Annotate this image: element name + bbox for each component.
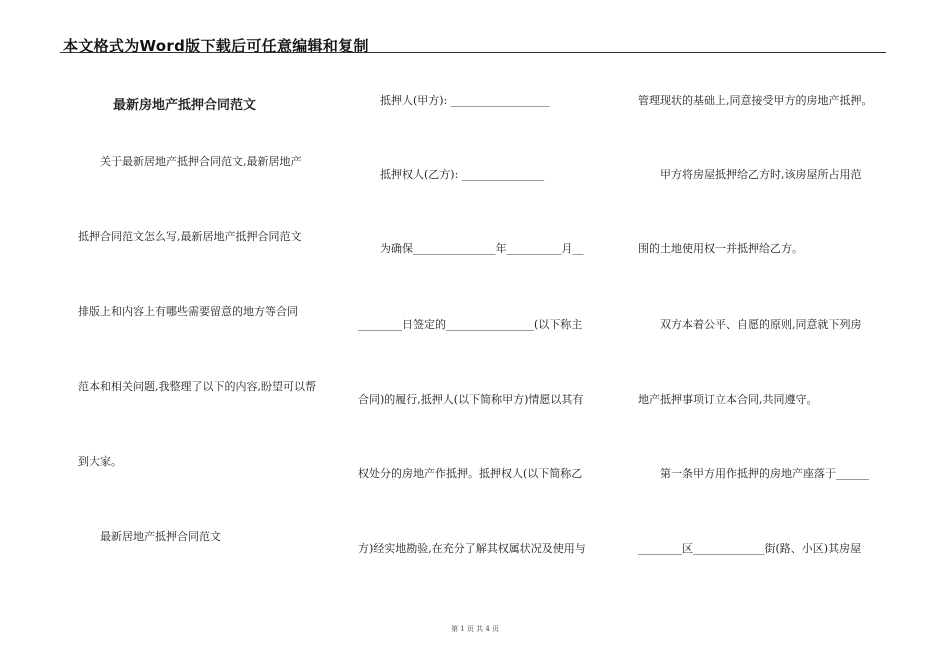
col2-line-4: ________日签定的________________(以下称主 — [358, 318, 583, 331]
col1-line-2: 抵押合同范文怎么写,最新居地产抵押合同范文 — [78, 230, 302, 243]
col2-line-6: 权处分的房地产作抵押。抵押权人(以下简称乙 — [358, 467, 583, 480]
col2-line-1: 抵押人(甲方): __________________ — [358, 94, 550, 107]
col1-line-1: 关于最新居地产抵押合同范文,最新居地产 — [78, 155, 302, 168]
col3-line-2: 甲方将房屋抵押给乙方时,该房屋所占用范 — [638, 168, 862, 181]
col2-line-2: 抵押权人(乙方): _______________ — [358, 168, 545, 181]
col3-line-6: 第一条甲方用作抵押的房地产座落于______ — [638, 467, 869, 480]
col1-line-3: 排版上和内容上有哪些需要留意的地方等合同 — [78, 305, 298, 318]
article-title: 最新房地产抵押合同范文 — [113, 98, 257, 113]
col2-line-3: 为确保_______________年__________月__ — [358, 242, 584, 255]
col1-line-6: 最新居地产抵押合同范文 — [78, 530, 221, 543]
col3-line-1: 管理现状的基础上,同意接受甲方的房地产抵押。 — [638, 94, 873, 107]
col3-line-7: ________区_____________街(路、小区)其房屋 — [638, 542, 862, 555]
document-header: 本文格式为Word版下载后可任意编辑和复制 — [63, 37, 369, 55]
col3-line-4: 双方本着公平、自愿的原则,同意就下列房 — [638, 318, 862, 331]
col1-line-5: 到大家。 — [78, 455, 122, 468]
header-divider — [60, 52, 886, 53]
col1-line-4: 范本和相关问题,我整理了以下的内容,盼望可以帮 — [78, 380, 316, 393]
col3-line-3: 围的土地使用权一并抵押给乙方。 — [638, 242, 803, 255]
col2-line-5: 合同)的履行,抵押人(以下简称甲方)情愿以其有 — [358, 393, 584, 406]
col3-line-5: 地产抵押事项订立本合同,共同遵守。 — [638, 393, 818, 406]
col2-line-7: 方)经实地勘验,在充分了解其权属状况及使用与 — [358, 542, 586, 555]
page-number: 第 1 页 共 4 页 — [450, 625, 500, 633]
